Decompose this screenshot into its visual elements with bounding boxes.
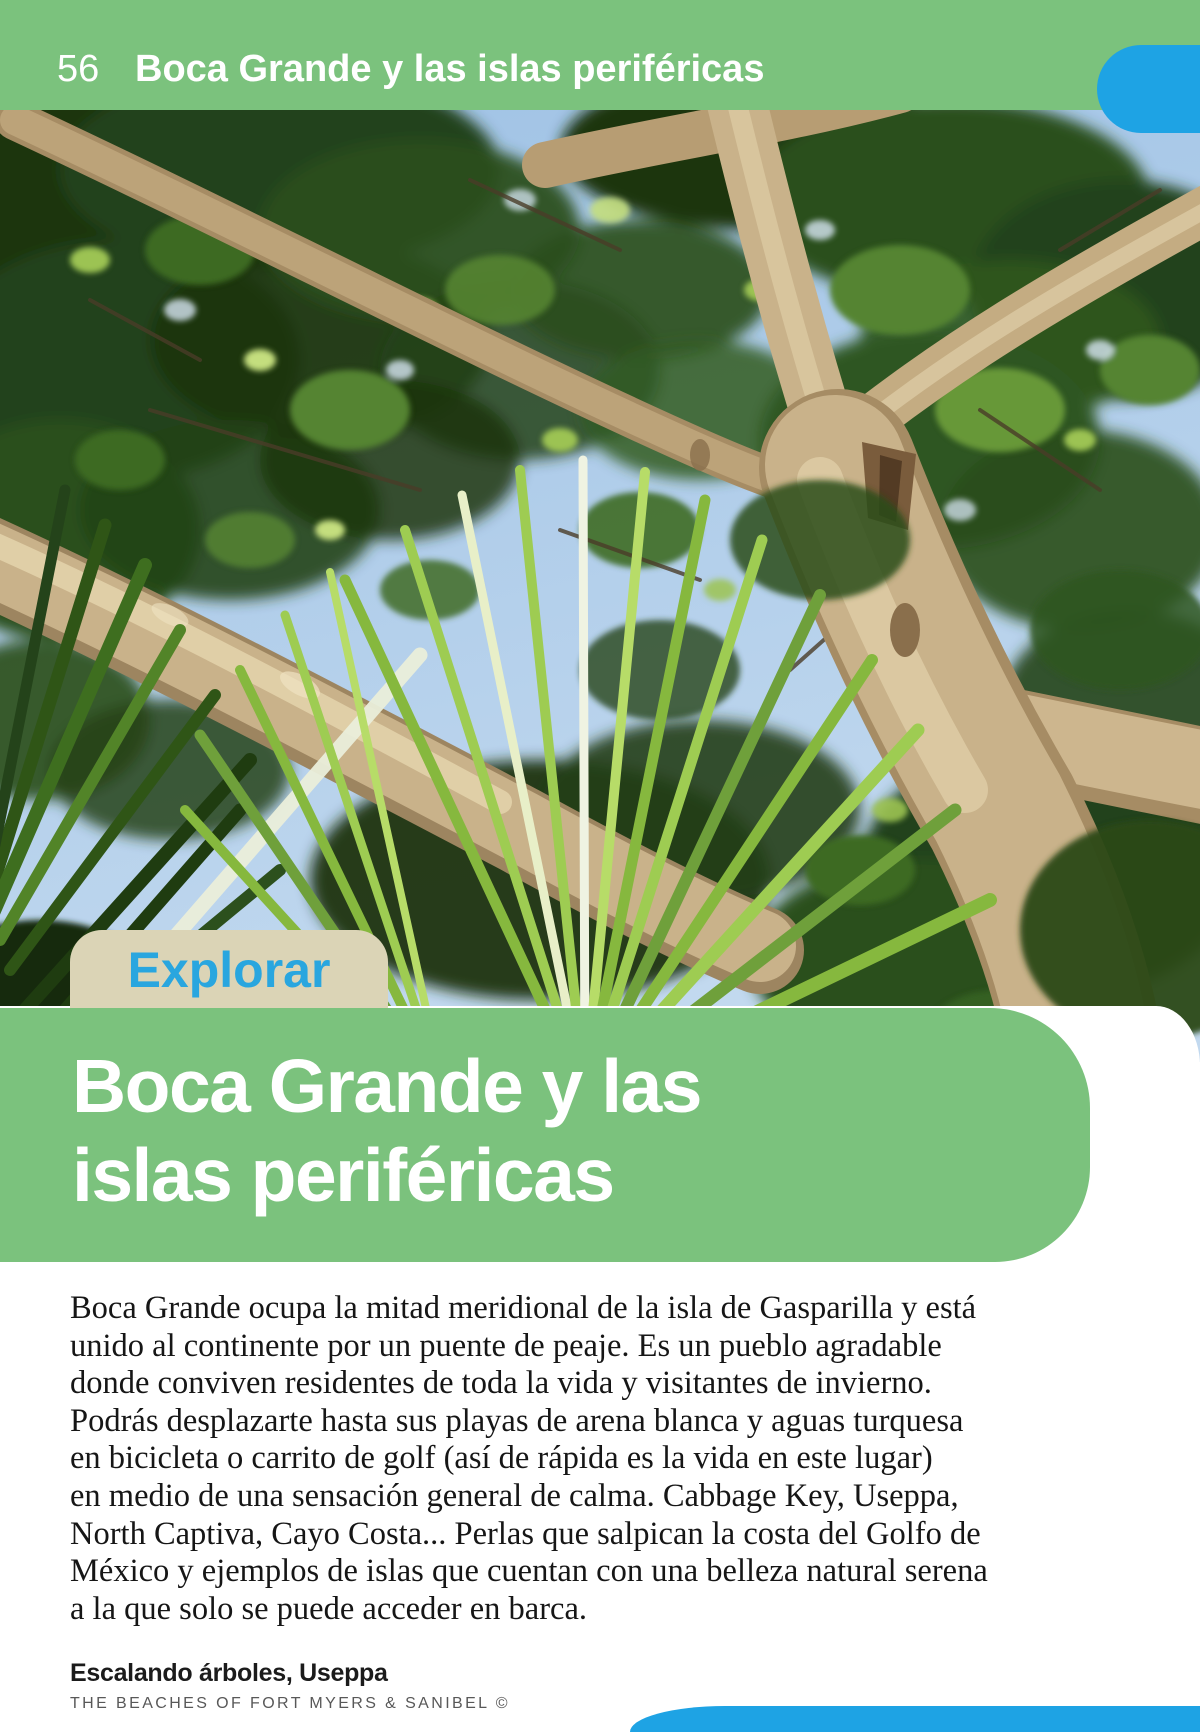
explore-badge-label: Explorar <box>127 942 331 998</box>
caption-credit: THE BEACHES OF FORT MYERS & SANIBEL © <box>70 1695 510 1712</box>
body-line: Podrás desplazarte hasta sus playas de arena blanca y aguas turquesa <box>70 1402 964 1439</box>
body-line: en medio de una sensación general de calma. Cabbage Key, Useppa, <box>70 1477 959 1514</box>
caption-title: Escalando árboles, Useppa <box>70 1659 388 1687</box>
body-line: Boca Grande ocupa la mitad meridional de la isla de Gasparilla y está <box>70 1290 977 1326</box>
page-title-line2: islas periféricas <box>72 1133 614 1217</box>
body-line: donde conviven residentes de toda la vida y visitantes de invierno. <box>70 1365 932 1402</box>
explore-badge <box>70 930 388 1016</box>
photo-caption <box>70 1659 510 1713</box>
page-title-line1: Boca Grande y las <box>72 1044 701 1128</box>
page-number: 56 <box>57 48 100 90</box>
body-line: unido al continente por un puente de peaje. Es un pueblo agradable <box>70 1327 942 1364</box>
body-line: México y ejemplos de islas que cuentan con una belleza natural serena <box>70 1553 988 1590</box>
chapter-tab <box>1097 45 1200 133</box>
header-title: Boca Grande y las islas periféricas <box>135 48 765 90</box>
photo <box>0 110 1200 1062</box>
body-paragraph <box>70 1290 988 1628</box>
body-line: en bicicleta o carrito de golf (así de rápida es la vida en este lugar) <box>70 1440 933 1477</box>
header-band <box>0 0 1200 110</box>
title-block <box>0 1008 1090 1262</box>
bottom-edge-bar <box>630 1706 1200 1732</box>
photo-illustration <box>0 110 1200 1062</box>
body-line: North Captiva, Cayo Costa... Perlas que salpican la costa del Golfo de <box>70 1515 981 1552</box>
body-line: a la que solo se puede acceder en barca. <box>70 1590 588 1627</box>
